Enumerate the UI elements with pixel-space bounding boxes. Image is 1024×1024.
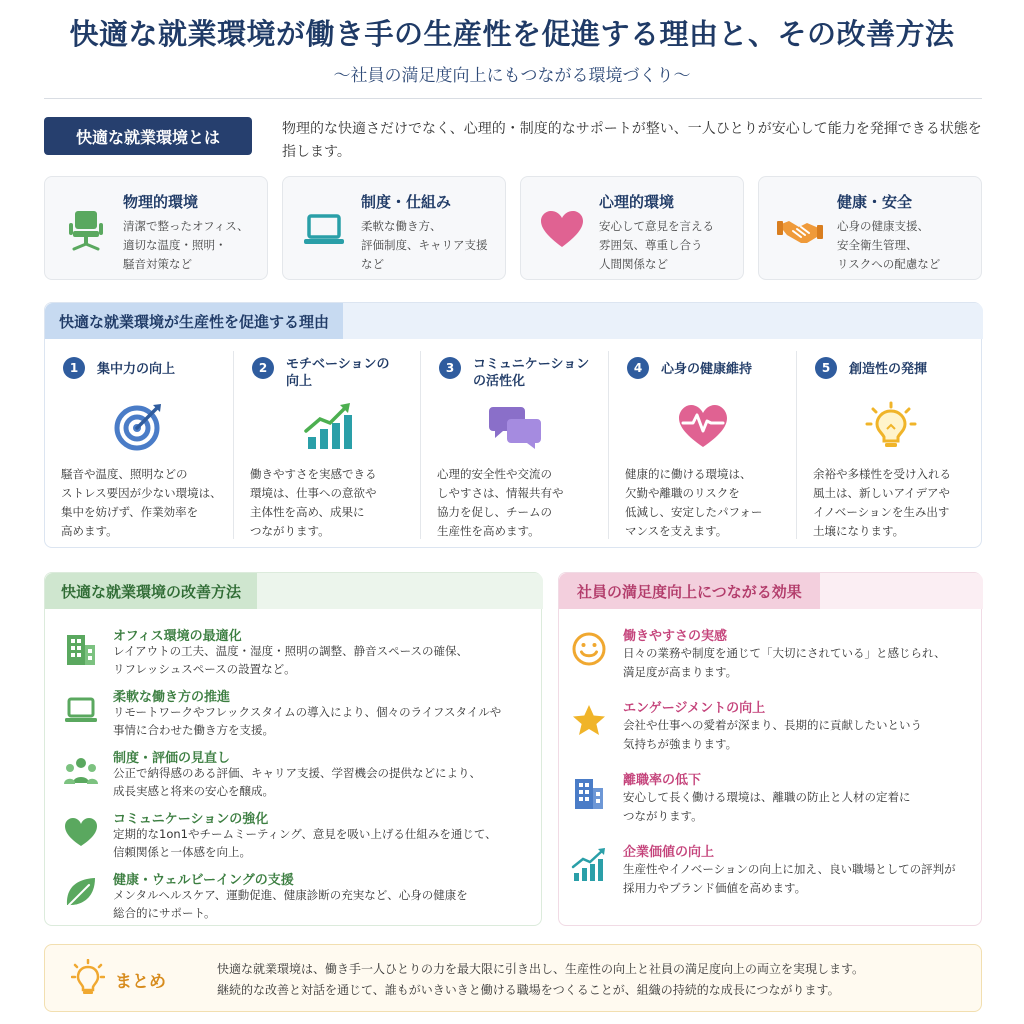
reason-desc: 健康的に働ける環境は、 欠勤や離職のリスクを 低減し、安定したパフォー マンスを支えます。 [625,467,763,538]
card-title: 制度・仕組み [361,193,452,211]
heart-icon [539,207,585,253]
effect-item [559,697,983,767]
effects-panel [558,572,982,926]
reasons-title: 快適な就業環境が生産性を促進する理由 [45,303,343,339]
laptop-icon [301,207,347,253]
improvement-panel [44,572,542,926]
reason-number: 2 [252,357,274,379]
page-title: 快適な就業環境が働き手の生産性を促進する理由と、その改善方法 [69,17,955,51]
improvement-title: 健康・ウェルビーイングの支援 [113,873,294,888]
card-title: 物理的環境 [123,193,199,211]
card-title: 健康・安全 [837,193,913,211]
reason-item [233,351,419,539]
effect-title: エンゲージメントの向上 [623,701,766,716]
effect-title: 働きやすさの実感 [623,629,728,644]
reason-desc: 働きやすさを実感できる 環境は、仕事への意欲や 主体性を高め、成果に つながります。 [250,467,377,538]
effect-item [559,769,983,839]
definition-text: 物理的な快適さだけでなく、心理的・制度的なサポートが整い、一人ひとりが安心して能力を発揮できる状態を指します。 [282,121,982,160]
card-health [758,176,982,280]
reason-item [796,351,982,539]
card-desc: 心身の健康支援、 安全衛生管理、 リスクへの配慮など [837,219,941,271]
card-desc: 安心して意見を言える 雰囲気、尊重し合う 人間関係など [599,219,714,271]
improvement-header [45,573,543,609]
improvement-desc: レイアウトの工夫、温度・湿度・照明の調整、静音スペースの確保、 リフレッシュスペースの設置など。 [113,644,469,676]
effect-desc: 安心して長く働ける環境は、離職の防止と人材の定着に つながります。 [623,790,911,823]
team-icon [63,753,99,789]
improvement-item [45,747,543,807]
effect-item [559,841,983,911]
effect-item [559,625,983,695]
reason-item [608,351,794,539]
growth-chart-icon [571,847,607,883]
chat-bubbles-icon [489,401,541,451]
lightbulb-icon [865,401,917,451]
building-icon [63,631,99,667]
effect-title: 離職率の低下 [623,773,702,788]
improvement-title: 制度・評価の見直し [113,751,231,766]
leaf-icon [63,875,99,911]
reason-item [45,351,231,539]
effect-desc: 会社や仕事への愛着が深まり、長期的に貢献したいという 気持ちが強まります。 [623,718,922,751]
laptop-icon [63,692,99,728]
building-icon [571,775,607,811]
improvement-desc: 定期的な1on1やチームミーティング、意見を吸い上げる仕組みを通じて、 信頼関係と一体感を向上。 [113,827,497,859]
lightbulb-icon [71,959,105,997]
card-desc: 清潔で整ったオフィス、 適切な温度・照明・ 騒音対策など [123,219,249,271]
summary-text: 快適な就業環境は、働き手一人ひとりの力を最大限に引き出し、生産性の向上と社員の満足度向上の両立を実現します。 継続的な改善と対話を通じて、誰もがいきいきと働ける職場をつくることが、組織の持続的な成長につながります。 [217,962,865,997]
reasons-panel [44,302,982,548]
reason-desc: 騒音や温度、照明などの ストレス要因が少ない環境は、 集中を妨げず、作業効率を 高めます。 [61,467,222,538]
handshake-icon [777,207,823,253]
improvement-item [45,808,543,868]
effect-title: 企業価値の向上 [623,845,715,860]
effect-desc: 日々の業務や制度を通じて「大切にされている」と感じられ、 満足度が高まります。 [623,646,946,679]
effect-desc: 生産性やイノベーションの向上に加え、良い職場としての評判が 採用力やブランド価値を高めます。 [623,862,956,895]
reason-desc: 心理的安全性や交流の しやすさは、情報共有や 協力を促し、チームの 生産性を高めます。 [437,467,564,538]
card-desc: 柔軟な働き方、 評価制度、キャリア支援 など [361,219,488,271]
summary-box [44,944,982,1012]
reason-number: 1 [63,357,85,379]
card-system [282,176,506,280]
heartbeat-icon [677,401,729,451]
card-physical [44,176,268,280]
reason-item [420,351,606,539]
improvement-desc: リモートワークやフレックスタイムの導入により、個々のライフスタイルや 事情に合わせた働き方を支援。 [113,705,502,737]
improvement-item [45,869,543,929]
improvement-desc: 公正で納得感のある評価、キャリア支援、学習機会の提供などにより、 成長実感と将来の安心を醸成。 [113,766,481,798]
reasons-header [45,303,983,339]
improvement-title: コミュニケーションの強化 [113,812,269,827]
effects-header [559,573,983,609]
star-icon [571,703,607,739]
chair-icon [63,207,109,253]
summary-label: まとめ [115,972,166,992]
page-subtitle: 〜社員の満足度向上にもつながる環境づくり〜 [333,66,691,86]
reason-number: 5 [815,357,837,379]
improvement-title: 柔軟な働き方の推進 [113,690,231,705]
heart-icon [63,814,99,850]
reason-number: 4 [627,357,649,379]
card-title: 心理的環境 [599,193,675,211]
smile-icon [571,631,607,667]
aspect-cards [44,176,982,280]
card-psychological [520,176,744,280]
reason-title: 創造性の発揮 [849,362,928,377]
target-icon [113,401,165,451]
improvement-title: 快適な就業環境の改善方法 [45,573,257,609]
growth-chart-icon [302,401,354,451]
definition-label: 快適な就業環境とは [44,117,252,155]
effects-title: 社員の満足度向上につながる効果 [559,573,820,609]
improvement-title: オフィス環境の最適化 [113,629,242,644]
improvement-item [45,625,543,685]
reason-desc: 余裕や多様性を受け入れる 風土は、新しいアイデアや イノベーションを生み出す 土壌になります。 [813,467,951,538]
reason-title: コミュニケーション の活性化 [473,357,590,389]
reason-title: 集中力の向上 [97,362,176,377]
reason-title: モチベーションの 向上 [286,357,390,389]
reason-title: 心身の健康維持 [661,362,753,377]
divider [44,98,982,99]
improvement-desc: メンタルヘルスケア、運動促進、健康診断の充実など、心身の健康を 総合的にサポート。 [113,888,468,920]
reason-number: 3 [439,357,461,379]
improvement-item [45,686,543,746]
